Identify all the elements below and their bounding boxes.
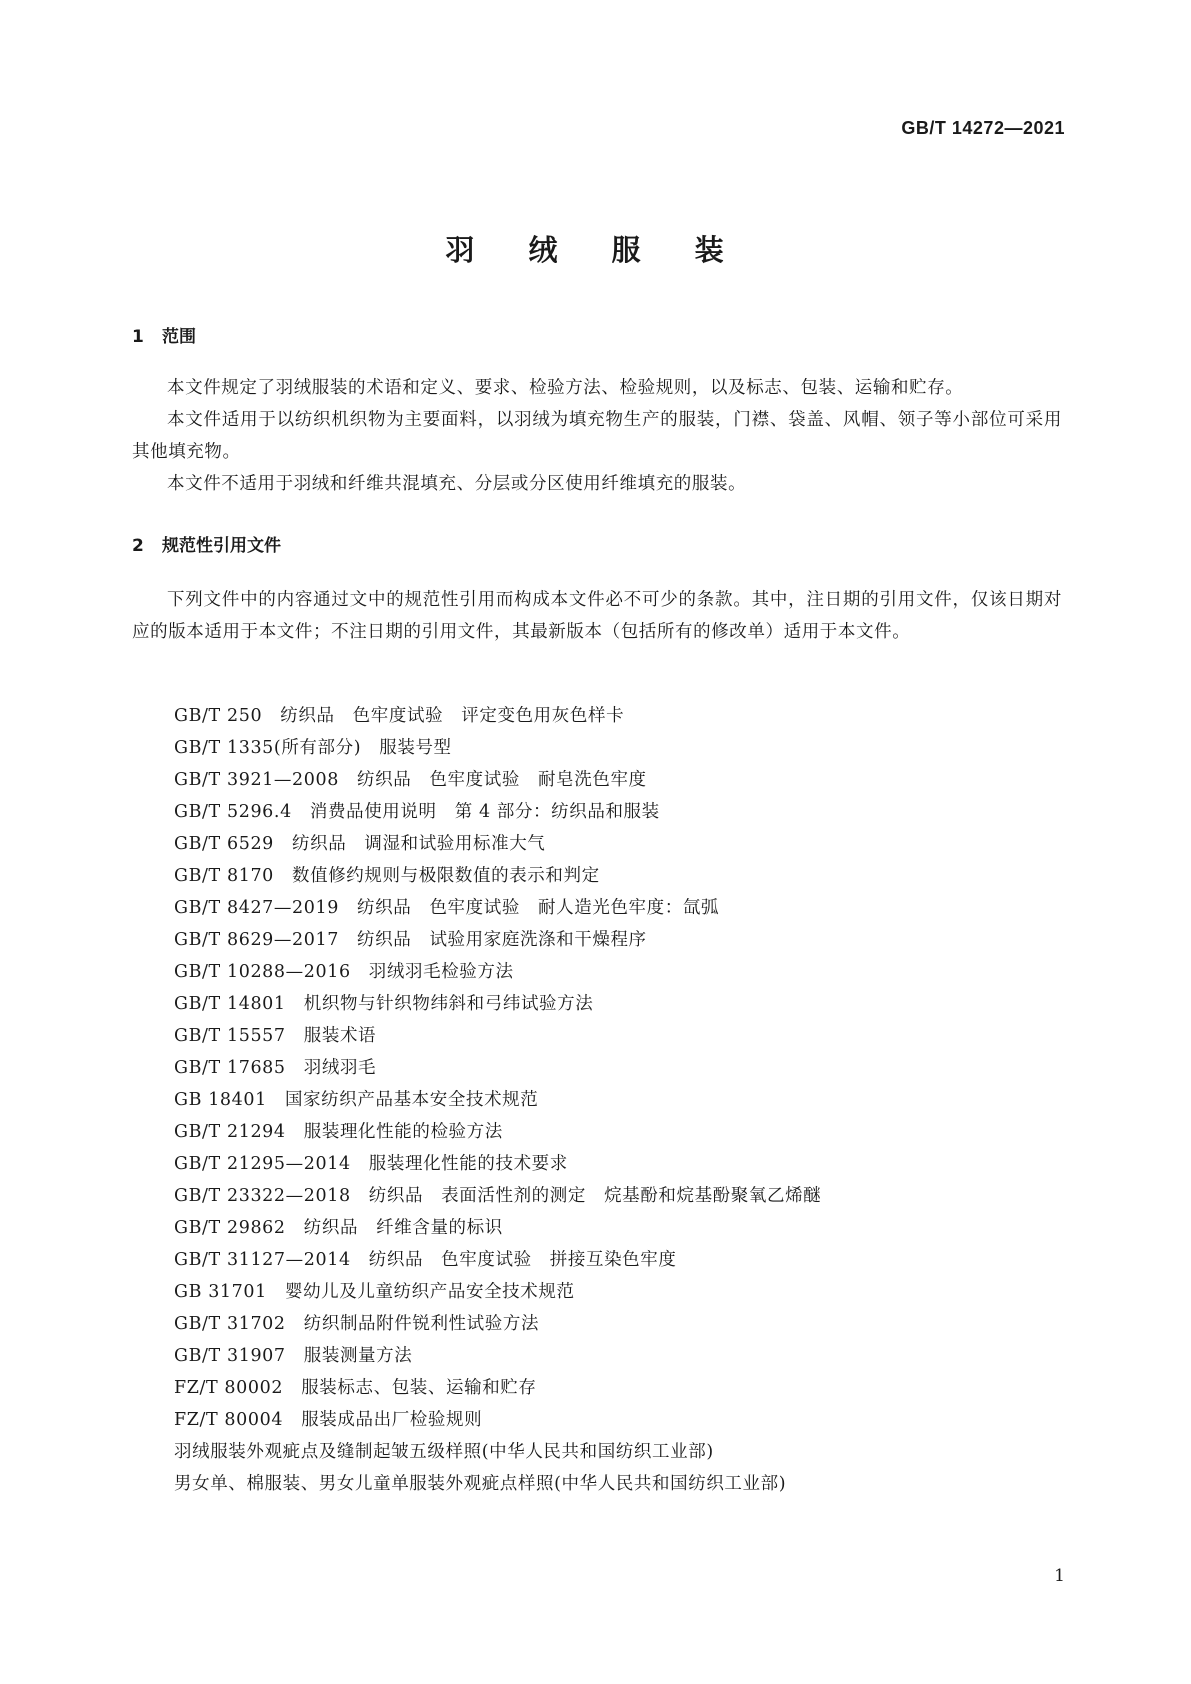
reference-item: GB/T 31702 纺织制品附件锐利性试验方法 (174, 1314, 540, 1334)
reference-item: GB/T 14801 机织物与针织物纬斜和弓纬试验方法 (174, 994, 594, 1014)
reference-item: 羽绒服装外观疵点及缝制起皱五级样照(中华人民共和国纺织工业部) (174, 1442, 714, 1462)
reference-item: GB/T 31907 服装测量方法 (174, 1346, 413, 1366)
section-number: 1 (132, 327, 144, 347)
reference-item: GB/T 21294 服装理化性能的检验方法 (174, 1122, 503, 1142)
reference-item: FZ/T 80002 服装标志、包装、运输和贮存 (174, 1378, 537, 1398)
reference-item: GB/T 31127—2014 纺织品 色牢度试验 拼接互染色牢度 (174, 1250, 677, 1270)
section-1-paragraph: 本文件不适用于羽绒和纤维共混填充、分层或分区使用纤维填充的服装。 (167, 474, 747, 494)
reference-item: GB 18401 国家纺织产品基本安全技术规范 (174, 1090, 539, 1110)
reference-item: GB/T 8170 数值修约规则与极限数值的表示和判定 (174, 866, 600, 886)
section-2-intro: 下列文件中的内容通过文中的规范性引用而构成本文件必不可少的条款。其中，注日期的引用文件，仅该日期对应的版本适用于本文件；不注日期的引用文件，其最新版本（包括所有的修改单）适用于本文件。 (132, 590, 1062, 642)
reference-item: GB 31701 婴幼儿及儿童纺织产品安全技术规范 (174, 1282, 575, 1302)
section-2-heading (132, 531, 281, 556)
reference-item: GB/T 5296.4 消费品使用说明 第 4 部分：纺织品和服装 (174, 802, 660, 822)
section-number: 2 (132, 536, 144, 556)
reference-item: GB/T 10288—2016 羽绒羽毛检验方法 (174, 962, 514, 982)
section-1-heading (132, 322, 196, 347)
section-1-paragraph: 本文件规定了羽绒服装的术语和定义、要求、检验方法、检验规则，以及标志、包装、运输和贮存。 (167, 378, 964, 398)
reference-item: GB/T 17685 羽绒羽毛 (174, 1058, 377, 1078)
reference-item: GB/T 21295—2014 服装理化性能的技术要求 (174, 1154, 568, 1174)
reference-item: GB/T 250 纺织品 色牢度试验 评定变色用灰色样卡 (174, 706, 625, 726)
reference-item: GB/T 6529 纺织品 调湿和试验用标准大气 (174, 834, 546, 854)
reference-item: FZ/T 80004 服装成品出厂检验规则 (174, 1410, 483, 1430)
reference-item: GB/T 8629—2017 纺织品 试验用家庭洗涤和干燥程序 (174, 930, 647, 950)
reference-item: 男女单、棉服装、男女儿童单服装外观疵点样照(中华人民共和国纺织工业部) (174, 1474, 787, 1494)
reference-item: GB/T 1335(所有部分) 服装号型 (174, 738, 452, 758)
section-title: 范围 (162, 327, 196, 347)
reference-item: GB/T 23322—2018 纺织品 表面活性剂的测定 烷基酚和烷基酚聚氧乙烯醚 (174, 1186, 822, 1206)
section-title: 规范性引用文件 (162, 536, 281, 556)
reference-item: GB/T 29862 纺织品 纤维含量的标识 (174, 1218, 503, 1238)
section-1-paragraph: 本文件适用于以纺织机织物为主要面料，以羽绒为填充物生产的服装，门襟、袋盖、风帽、领子等小部位可采用其他填充物。 (132, 410, 1062, 462)
reference-item: GB/T 8427—2019 纺织品 色牢度试验 耐人造光色牢度：氙弧 (174, 898, 720, 918)
reference-item: GB/T 15557 服装术语 (174, 1026, 377, 1046)
reference-item: GB/T 3921—2008 纺织品 色牢度试验 耐皂洗色牢度 (174, 770, 647, 790)
reference-list (174, 700, 821, 1500)
document-title: 羽 绒 服 装 (445, 233, 746, 267)
standard-number: GB/T 14272—2021 (901, 118, 1065, 138)
page-number: 1 (1054, 1566, 1065, 1586)
